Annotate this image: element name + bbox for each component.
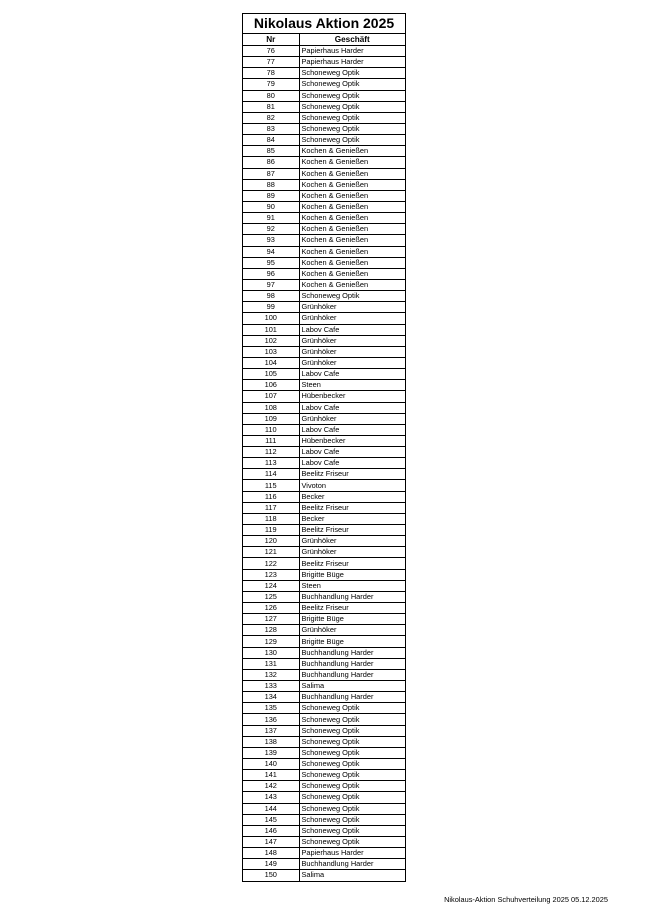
row-number: 85 [243,146,299,157]
row-number: 90 [243,201,299,212]
row-number: 138 [243,736,299,747]
row-number: 80 [243,90,299,101]
row-shop: Vivoton [299,480,405,491]
row-shop: Beelitz Friseur [299,603,405,614]
row-shop: Hübenbecker [299,391,405,402]
row-shop: Kochen & Genießen [299,201,405,212]
row-shop: Grünhöker [299,625,405,636]
row-number: 91 [243,213,299,224]
row-number: 126 [243,603,299,614]
table-row [243,591,405,602]
row-shop: Labov Cafe [299,447,405,458]
row-shop: Buchhandlung Harder [299,669,405,680]
row-number: 87 [243,168,299,179]
table-row [243,447,405,458]
row-shop: Grünhöker [299,413,405,424]
row-number: 132 [243,669,299,680]
row-number: 136 [243,714,299,725]
table-row [243,491,405,502]
table-row [243,747,405,758]
row-number: 105 [243,369,299,380]
table-row [243,759,405,770]
row-number: 134 [243,692,299,703]
table-row [243,692,405,703]
row-number: 114 [243,469,299,480]
table-row [243,380,405,391]
table-row [243,558,405,569]
row-shop: Buchhandlung Harder [299,647,405,658]
table-row [243,235,405,246]
row-number: 119 [243,525,299,536]
table-row [243,57,405,68]
table-row [243,46,405,57]
row-number: 133 [243,681,299,692]
row-shop: Beelitz Friseur [299,558,405,569]
row-shop: Schoneweg Optik [299,725,405,736]
row-number: 143 [243,792,299,803]
distribution-sheet [242,13,406,882]
row-number: 147 [243,836,299,847]
table-row [243,357,405,368]
row-shop: Beelitz Friseur [299,469,405,480]
row-number: 79 [243,79,299,90]
column-header-nr: Nr [243,34,299,46]
row-shop: Schoneweg Optik [299,68,405,79]
table-row [243,458,405,469]
row-number: 93 [243,235,299,246]
row-shop: Papierhaus Harder [299,46,405,57]
row-shop: Grünhöker [299,547,405,558]
table-row [243,68,405,79]
row-shop: Buchhandlung Harder [299,591,405,602]
table-row [243,547,405,558]
row-number: 145 [243,814,299,825]
table-row [243,669,405,680]
table-row [243,580,405,591]
table-row [243,681,405,692]
row-number: 135 [243,703,299,714]
row-number: 81 [243,101,299,112]
row-number: 109 [243,413,299,424]
row-number: 130 [243,647,299,658]
row-shop: Schoneweg Optik [299,101,405,112]
row-number: 120 [243,536,299,547]
row-shop: Schoneweg Optik [299,825,405,836]
row-shop: Schoneweg Optik [299,135,405,146]
row-shop: Kochen & Genießen [299,179,405,190]
row-shop: Schoneweg Optik [299,814,405,825]
row-shop: Kochen & Genießen [299,246,405,257]
row-shop: Schoneweg Optik [299,736,405,747]
table-row [243,614,405,625]
row-shop: Kochen & Genießen [299,190,405,201]
row-shop: Labov Cafe [299,369,405,380]
table-row [243,569,405,580]
row-number: 84 [243,135,299,146]
row-shop: Schoneweg Optik [299,770,405,781]
row-number: 150 [243,870,299,881]
row-shop: Labov Cafe [299,424,405,435]
row-shop: Steen [299,580,405,591]
table-row [243,268,405,279]
row-shop: Grünhöker [299,357,405,368]
row-shop: Kochen & Genießen [299,146,405,157]
column-header-shop: Geschäft [299,34,405,46]
page-footer: Nikolaus-Aktion Schuhverteilung 2025 05.12.2025 [444,895,608,904]
table-row [243,469,405,480]
table-row [243,814,405,825]
row-number: 104 [243,357,299,368]
row-shop: Beelitz Friseur [299,525,405,536]
table-row [243,257,405,268]
row-number: 113 [243,458,299,469]
row-shop: Kochen & Genießen [299,157,405,168]
table-row [243,803,405,814]
table-row [243,792,405,803]
table-row [243,101,405,112]
row-number: 142 [243,781,299,792]
table-row [243,224,405,235]
row-number: 128 [243,625,299,636]
row-number: 76 [243,46,299,57]
row-number: 146 [243,825,299,836]
table-row [243,302,405,313]
row-shop: Schoneweg Optik [299,759,405,770]
row-shop: Schoneweg Optik [299,803,405,814]
table-row [243,123,405,134]
row-shop: Salima [299,870,405,881]
table-row [243,391,405,402]
row-shop: Salima [299,681,405,692]
table-row [243,525,405,536]
table-row [243,536,405,547]
row-number: 140 [243,759,299,770]
row-shop: Becker [299,513,405,524]
row-shop: Kochen & Genießen [299,168,405,179]
row-number: 83 [243,123,299,134]
table-row [243,703,405,714]
row-number: 122 [243,558,299,569]
row-shop: Labov Cafe [299,458,405,469]
row-shop: Kochen & Genießen [299,224,405,235]
row-number: 121 [243,547,299,558]
row-number: 94 [243,246,299,257]
table-row [243,413,405,424]
table-row [243,647,405,658]
row-number: 115 [243,480,299,491]
page-title: Nikolaus Aktion 2025 [243,14,405,34]
row-number: 102 [243,335,299,346]
row-number: 88 [243,179,299,190]
row-shop: Papierhaus Harder [299,57,405,68]
row-number: 125 [243,591,299,602]
row-number: 131 [243,658,299,669]
table-row [243,714,405,725]
table-row [243,836,405,847]
row-shop: Schoneweg Optik [299,291,405,302]
row-number: 108 [243,402,299,413]
table-row [243,135,405,146]
row-number: 77 [243,57,299,68]
row-shop: Brigitte Büge [299,569,405,580]
table-row [243,736,405,747]
row-shop: Schoneweg Optik [299,79,405,90]
row-shop: Steen [299,380,405,391]
table-row [243,870,405,881]
row-shop: Schoneweg Optik [299,747,405,758]
row-number: 116 [243,491,299,502]
row-number: 118 [243,513,299,524]
table-row [243,213,405,224]
row-shop: Kochen & Genießen [299,268,405,279]
table-row [243,424,405,435]
row-shop: Buchhandlung Harder [299,658,405,669]
row-number: 89 [243,190,299,201]
table-row [243,201,405,212]
row-shop: Brigitte Büge [299,636,405,647]
row-shop: Hübenbecker [299,435,405,446]
row-number: 112 [243,447,299,458]
row-number: 92 [243,224,299,235]
table-row [243,190,405,201]
table-row [243,825,405,836]
row-shop: Kochen & Genießen [299,235,405,246]
row-shop: Buchhandlung Harder [299,859,405,870]
table-row [243,402,405,413]
row-number: 123 [243,569,299,580]
table-row [243,179,405,190]
row-number: 137 [243,725,299,736]
row-number: 86 [243,157,299,168]
row-number: 139 [243,747,299,758]
row-number: 149 [243,859,299,870]
row-shop: Labov Cafe [299,324,405,335]
table-row [243,146,405,157]
row-number: 124 [243,580,299,591]
row-number: 111 [243,435,299,446]
table-row [243,246,405,257]
table-row [243,435,405,446]
table-row [243,502,405,513]
distribution-table [243,34,405,881]
row-number: 96 [243,268,299,279]
row-number: 141 [243,770,299,781]
row-number: 129 [243,636,299,647]
row-number: 97 [243,279,299,290]
row-number: 117 [243,502,299,513]
table-header-row [243,34,405,46]
row-number: 99 [243,302,299,313]
table-row [243,324,405,335]
row-number: 95 [243,257,299,268]
row-shop: Grünhöker [299,536,405,547]
row-shop: Papierhaus Harder [299,848,405,859]
table-body [243,46,405,881]
table-row [243,112,405,123]
table-row [243,291,405,302]
table-row [243,279,405,290]
row-shop: Schoneweg Optik [299,123,405,134]
row-shop: Buchhandlung Harder [299,692,405,703]
row-shop: Schoneweg Optik [299,90,405,101]
row-shop: Schoneweg Optik [299,112,405,123]
row-shop: Labov Cafe [299,402,405,413]
table-row [243,770,405,781]
row-number: 101 [243,324,299,335]
table-row [243,848,405,859]
table-row [243,625,405,636]
table-row [243,725,405,736]
table-row [243,369,405,380]
table-row [243,603,405,614]
row-shop: Schoneweg Optik [299,781,405,792]
row-shop: Kochen & Genießen [299,213,405,224]
row-number: 78 [243,68,299,79]
table-row [243,157,405,168]
row-shop: Schoneweg Optik [299,792,405,803]
table-row [243,90,405,101]
row-number: 110 [243,424,299,435]
row-number: 82 [243,112,299,123]
row-shop: Grünhöker [299,335,405,346]
row-shop: Grünhöker [299,313,405,324]
table-row [243,636,405,647]
row-shop: Grünhöker [299,302,405,313]
table-row [243,335,405,346]
row-number: 103 [243,346,299,357]
row-shop: Kochen & Genießen [299,257,405,268]
table-row [243,346,405,357]
row-shop: Kochen & Genießen [299,279,405,290]
row-number: 148 [243,848,299,859]
table-row [243,168,405,179]
table-row [243,781,405,792]
row-number: 107 [243,391,299,402]
row-number: 106 [243,380,299,391]
row-number: 127 [243,614,299,625]
table-row [243,658,405,669]
row-shop: Beelitz Friseur [299,502,405,513]
table-row [243,513,405,524]
table-row [243,79,405,90]
row-shop: Grünhöker [299,346,405,357]
row-number: 100 [243,313,299,324]
table-row [243,859,405,870]
row-number: 98 [243,291,299,302]
row-shop: Brigitte Büge [299,614,405,625]
row-shop: Schoneweg Optik [299,836,405,847]
row-shop: Becker [299,491,405,502]
table-row [243,313,405,324]
row-number: 144 [243,803,299,814]
row-shop: Schoneweg Optik [299,703,405,714]
table-row [243,480,405,491]
row-shop: Schoneweg Optik [299,714,405,725]
